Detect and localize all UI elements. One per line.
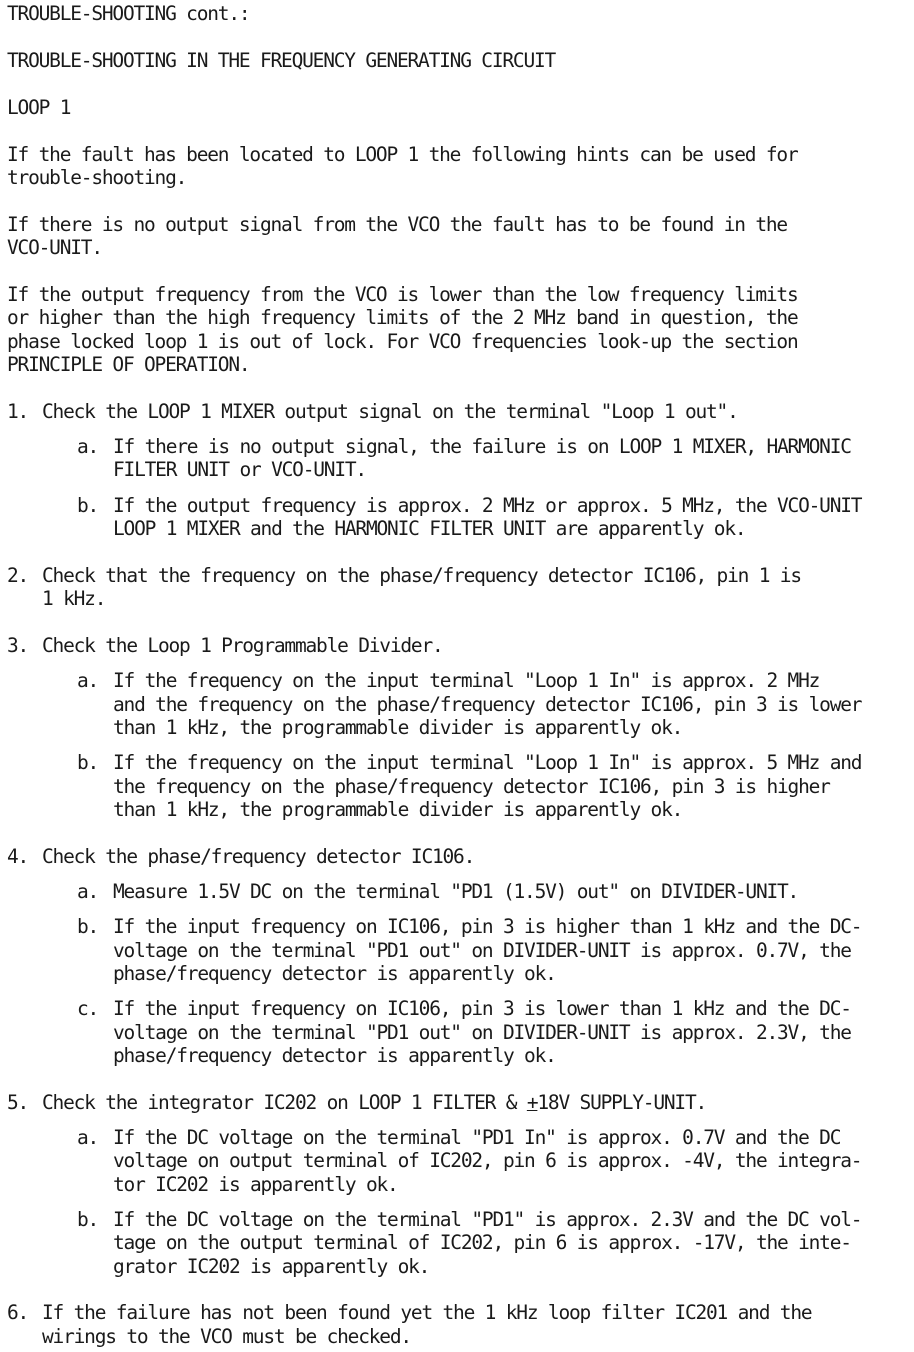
step-4: 4. Check the phase/frequency detector IC106. a. Measure 1.5V DC on the terminal "PD1 (1.5V) out" on DIVIDER-UNIT. b. If the input frequency on IC106, pin 3 is higher than 1 kHz and the DC- voltage on the terminal "PD1 out" on DIVIDER-UNIT is approx. 0.7V, the phase/frequency detector is apparently ok. c. If the input frequency on IC106, pin 3 is lower than 1 kHz and the DC- voltage on the terminal "PD1 out" on DIVIDER-UNIT is approx. 2.3V, the phase/frequency detector is apparently ok. (7, 845, 907, 1067)
sub-letter: b. (77, 493, 99, 517)
subsection-title: LOOP 1 (7, 95, 71, 119)
sub-letter: b. (77, 915, 99, 939)
document-page (7, 2, 907, 1348)
step-3-b: b. If the frequency on the input terminal "Loop 1 In" is approx. 5 MHz and the frequency on the phase/frequency detector IC106, pin 3 is higher than 1 kHz, the programmable divider is apparently ok. (77, 751, 862, 821)
step-number: 1. (7, 399, 29, 423)
step-5-b: b. If the DC voltage on the terminal "PD1" is approx. 2.3V and the DC vol- tage on the output terminal of IC202, pin 6 is approx. -17V, the inte- grator IC202 is apparently ok. (77, 1207, 862, 1278)
step-number: 2. (7, 563, 29, 587)
sub-letter: a. (77, 669, 99, 693)
step-4-a: a. Measure 1.5V DC on the terminal "PD1 (1.5V) out" on DIVIDER-UNIT. (77, 880, 799, 904)
intro-paragraph-2: If there is no output signal from the VCO the fault has to be found in the VCO-UNIT. (7, 212, 787, 260)
intro-paragraph-3: If the output frequency from the VCO is lower than the low frequency limits or higher than the high frequency limits of the 2 MHz band in question, the phase locked loop 1 is out of lock. For VCO frequencies look-up the section PRINCIPLE OF OPERATION. (7, 283, 798, 376)
step-number: 4. (7, 844, 29, 868)
step-3-a: a. If the frequency on the input terminal "Loop 1 In" is approx. 2 MHz and the frequency on the phase/frequency detector IC106, pin 3 is lower than 1 kHz, the programmable divider is apparently ok. (77, 669, 862, 739)
step-1-b: b. If the output frequency is approx. 2 MHz or approx. 5 MHz, the VCO-UNIT LOOP 1 MIXER and the HARMONIC FILTER UNIT are apparently ok. (77, 493, 862, 541)
step-1: 1. Check the LOOP 1 MIXER output signal on the terminal "Loop 1 out". a. If there is no output signal, the failure is on LOOP 1 MIXER, HARMONIC FILTER UNIT or VCO-UNIT. b. If the output frequency is approx. 2 MHz or approx. 5 MHz, the VCO-UNIT LOOP 1 MIXER and the HARMONIC FILTER UNIT are apparently ok. (7, 400, 907, 540)
step-5: 5. Check the integrator IC202 on LOOP 1 FILTER & +18V SUPPLY-UNIT. a. If the DC voltage on the terminal "PD1 In" is approx. 0.7V and the DC voltage on output terminal of IC202, pin 6 is approx. -4V, the integra- tor IC202 is apparently ok. b. If the DC voltage on the terminal "PD1" is approx. 2.3V and the DC vol- tage on the output terminal of IC202, pin 6 is approx. -17V, the inte- grator IC202 is apparently ok. (7, 1091, 907, 1278)
sub-letter: a. (77, 1126, 99, 1150)
step-2: 2. Check that the frequency on the phase/frequency detector IC106, pin 1 is 1 kHz. (7, 563, 801, 611)
sub-letter: c. (77, 997, 99, 1021)
step-number: 5. (7, 1090, 29, 1114)
sub-letter: a. (77, 435, 99, 459)
step-1-a: a. If there is no output signal, the failure is on LOOP 1 MIXER, HARMONIC FILTER UNIT or VCO-UNIT. (77, 435, 851, 482)
plus-minus-symbol: + (526, 1090, 538, 1114)
step-5-a: a. If the DC voltage on the terminal "PD1 In" is approx. 0.7V and the DC voltage on output terminal of IC202, pin 6 is approx. -4V, the integra- tor IC202 is apparently ok. (77, 1126, 862, 1196)
page-header: TROUBLE-SHOOTING cont.: (7, 2, 250, 25)
sub-letter: b. (77, 1207, 99, 1231)
step-6: 6. If the failure has not been found yet the 1 kHz loop filter IC201 and the wirings to the VCO must be checked. (7, 1301, 812, 1348)
step-number: 6. (7, 1301, 29, 1325)
sub-letter: b. (77, 751, 99, 775)
sub-letter: a. (77, 880, 99, 904)
step-3: 3. Check the Loop 1 Programmable Divider. a. If the frequency on the input terminal "Loop 1 In" is approx. 2 MHz and the frequency on the phase/frequency detector IC106, pin 3 is lower than 1 kHz, the programmable divider is apparently ok. b. If the frequency on the input terminal "Loop 1 In" is approx. 5 MHz and the frequency on the phase/frequency detector IC106, pin 3 is higher than 1 kHz, the programmable divider is apparently ok. (7, 634, 907, 821)
step-number: 3. (7, 634, 29, 658)
section-title: TROUBLE-SHOOTING IN THE FREQUENCY GENERATING CIRCUIT (7, 48, 556, 72)
step-4-c: c. If the input frequency on IC106, pin 3 is lower than 1 kHz and the DC- voltage on the terminal "PD1 out" on DIVIDER-UNIT is approx. 2.3V, the phase/frequency detector is apparently ok. (77, 997, 851, 1067)
step-4-b: b. If the input frequency on IC106, pin 3 is higher than 1 kHz and the DC- voltage on the terminal "PD1 out" on DIVIDER-UNIT is approx. 0.7V, the phase/frequency detector is apparently ok. (77, 915, 862, 985)
intro-paragraph-1: If the fault has been located to LOOP 1 the following hints can be used for trouble-shooting. (7, 142, 798, 189)
